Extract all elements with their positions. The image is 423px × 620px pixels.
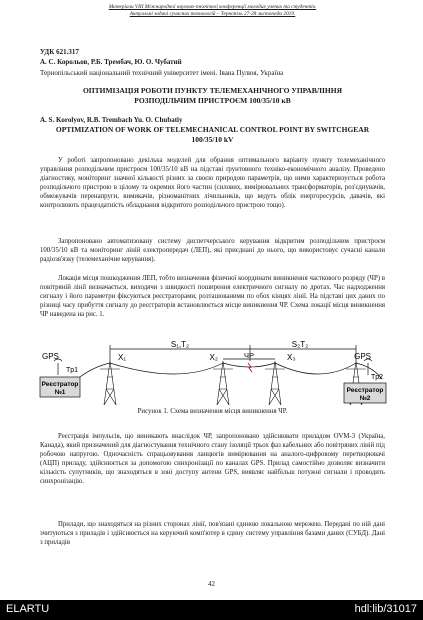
figure-diagram xyxy=(38,339,388,407)
tower-3-icon xyxy=(265,361,285,405)
transmission-towers xyxy=(100,361,366,405)
paragraph-3: Локація місця пошкодження ЛЕП, тобто визначення фізичної координати виникнення часткового розряду (ЧР) в повітряній лінії визначається, виходячи з швидкості поширення електричного сигналу по дротах. Час надходження сигналу і його параметри фіксуються реєстраторами, розташованими по обох кінцях лінії. На підставі цих даних по різниці часу прибуття сигналу до реєстраторів встановлюється місце виникнення ЧР. Схема локації місця виникнення ЧР наведена на рис. 1. xyxy=(40,275,385,318)
paragraph-5: Прилади, що знаходяться на різних сторонах лінії, пов'язані єдиною локальною мережею. Передані по ній дані зчитуються з приладів і здійснюється на керуючий комп'ютер в єдину систему управління базами даних (СУБД). Дані з приладів xyxy=(40,521,385,546)
header-line-2: Актуальні задачі сучасних технологій – Тернопіль 27-28 листопада 2019. xyxy=(129,11,296,17)
label-x3: X₃ xyxy=(287,353,296,362)
pd-spark-icon xyxy=(248,363,252,372)
paragraph-2: Запропоновано автоматизовану систему диспетчерського керування відкритим розподільчим пристроєм 100/35/10 кВ та моніторинг ліній електропередач (ЛЕП), які приєднані до нього, що використовує сучасні канали радіозв'язку (телемеханічне керування). xyxy=(40,238,385,263)
label-gps-left: GPS xyxy=(42,352,59,361)
label-tp2: Tp2 xyxy=(371,374,384,381)
conductor-span-1 xyxy=(110,363,223,374)
tower-2-icon xyxy=(213,361,233,405)
title-en: OPTIMIZATION OF WORK OF TELEMECHANICAL CONTROL POINT BY SWITCHGEAR 100/35/10 kV xyxy=(55,125,370,144)
label-gps-right: GPS xyxy=(354,352,371,361)
registrar-1-number: №1 xyxy=(54,389,66,396)
footer-repository-name[interactable]: ELARTU xyxy=(6,603,50,615)
authors-en: A. S. Korolyov, R.B. Trembach Yu. O. Chubatiy xyxy=(40,116,183,124)
footer-handle-link[interactable]: hdl:lib/31017 xyxy=(354,603,417,615)
figure-pd-location xyxy=(38,339,388,407)
label-pd: ЧР xyxy=(243,351,255,360)
label-segment-2: S₂T₂ xyxy=(291,340,309,349)
udk-code: УДК 621.317 xyxy=(40,48,79,56)
title-ua: ОПТИМІЗАЦІЯ РОБОТИ ПУНКТУ ТЕЛЕМЕХАНІЧНОГО УПРАВЛІННЯ РОЗПОДІЛЬЧИМ ПРИСТРОЄМ 100/35/10 кВ xyxy=(82,86,343,105)
header-line-1: Матеріали VIII Міжнародної науково-технічної конференції молодих учених та студентів. xyxy=(108,4,317,10)
label-x2: X₂ xyxy=(209,353,218,362)
conductor-span-3 xyxy=(275,363,356,374)
figure-caption: Рисунок 1. Схема визначення місця виникнення ЧР. xyxy=(137,408,288,415)
registrar-2-number: №2 xyxy=(359,395,371,402)
registrar-1-label: Реєстратор xyxy=(41,381,79,388)
registrar-2-label: Реєстратор xyxy=(346,387,384,394)
gps-antenna-right-icon xyxy=(364,359,372,375)
page-number: 42 xyxy=(208,580,215,588)
tower-1-icon xyxy=(100,361,120,405)
repository-footer xyxy=(0,600,423,620)
label-segment-1: S₁,T₂ xyxy=(170,340,190,349)
paragraph-4: Реєстрація імпульсів, що виникають внаслідок ЧР, запропоновано здійснювати приладом OVM-3 (Україна, Канада), який призначений для діагностування технічного стану ізоляції трьох фаз кабельних або повітряних ліній під робочою напругою. Одночасність спрацьовування ланцюгів вимірювання на аналого-цифровому перетворювачі (АЦП) приладу, здійснюється за допомогою синхронізації по каналах GPS. Прилад самостійно дозволяє визначити кількість супутників, що знаходяться в зоні доступу антени GPS, виявляє найбільш потужні сигнали і проводить синхронізацію. xyxy=(40,433,385,485)
conference-header xyxy=(40,4,385,18)
paragraph-1: У роботі запропоновано декілька моделей для обрання оптимального варіанту пункту телемеханічного управління розподільчим пристроєм 100/35/10 кВ на підставі ґрунтовного техніко-економічного аналізу. Проведено діагностику, моніторинг значної кількості різних за своєю природою параметрів, що ними характеризується робота розподільчого пристрою в цілому та окремих його частин (силових, вимірювальних трансформаторів, роз'єднувачів, обмежувачів перенапруги, вимикачів, різноманітних лічильників, що ведуть облік енергоресурсів, давачів, які контролюють працездатність обладнання відкритого розподільчого пристрою тощо). xyxy=(40,157,385,209)
label-tp1: Tp1 xyxy=(66,367,79,374)
label-x1: X₁ xyxy=(118,353,127,362)
authors-ua: А. С. Корольов, Р.Б. Трембач, Ю. О. Чубатий xyxy=(40,58,182,66)
affiliation: Тернопільський національний технічний університет імені. Івана Пулюя, Україна xyxy=(40,69,284,77)
gps-antenna-left-icon xyxy=(54,359,62,375)
